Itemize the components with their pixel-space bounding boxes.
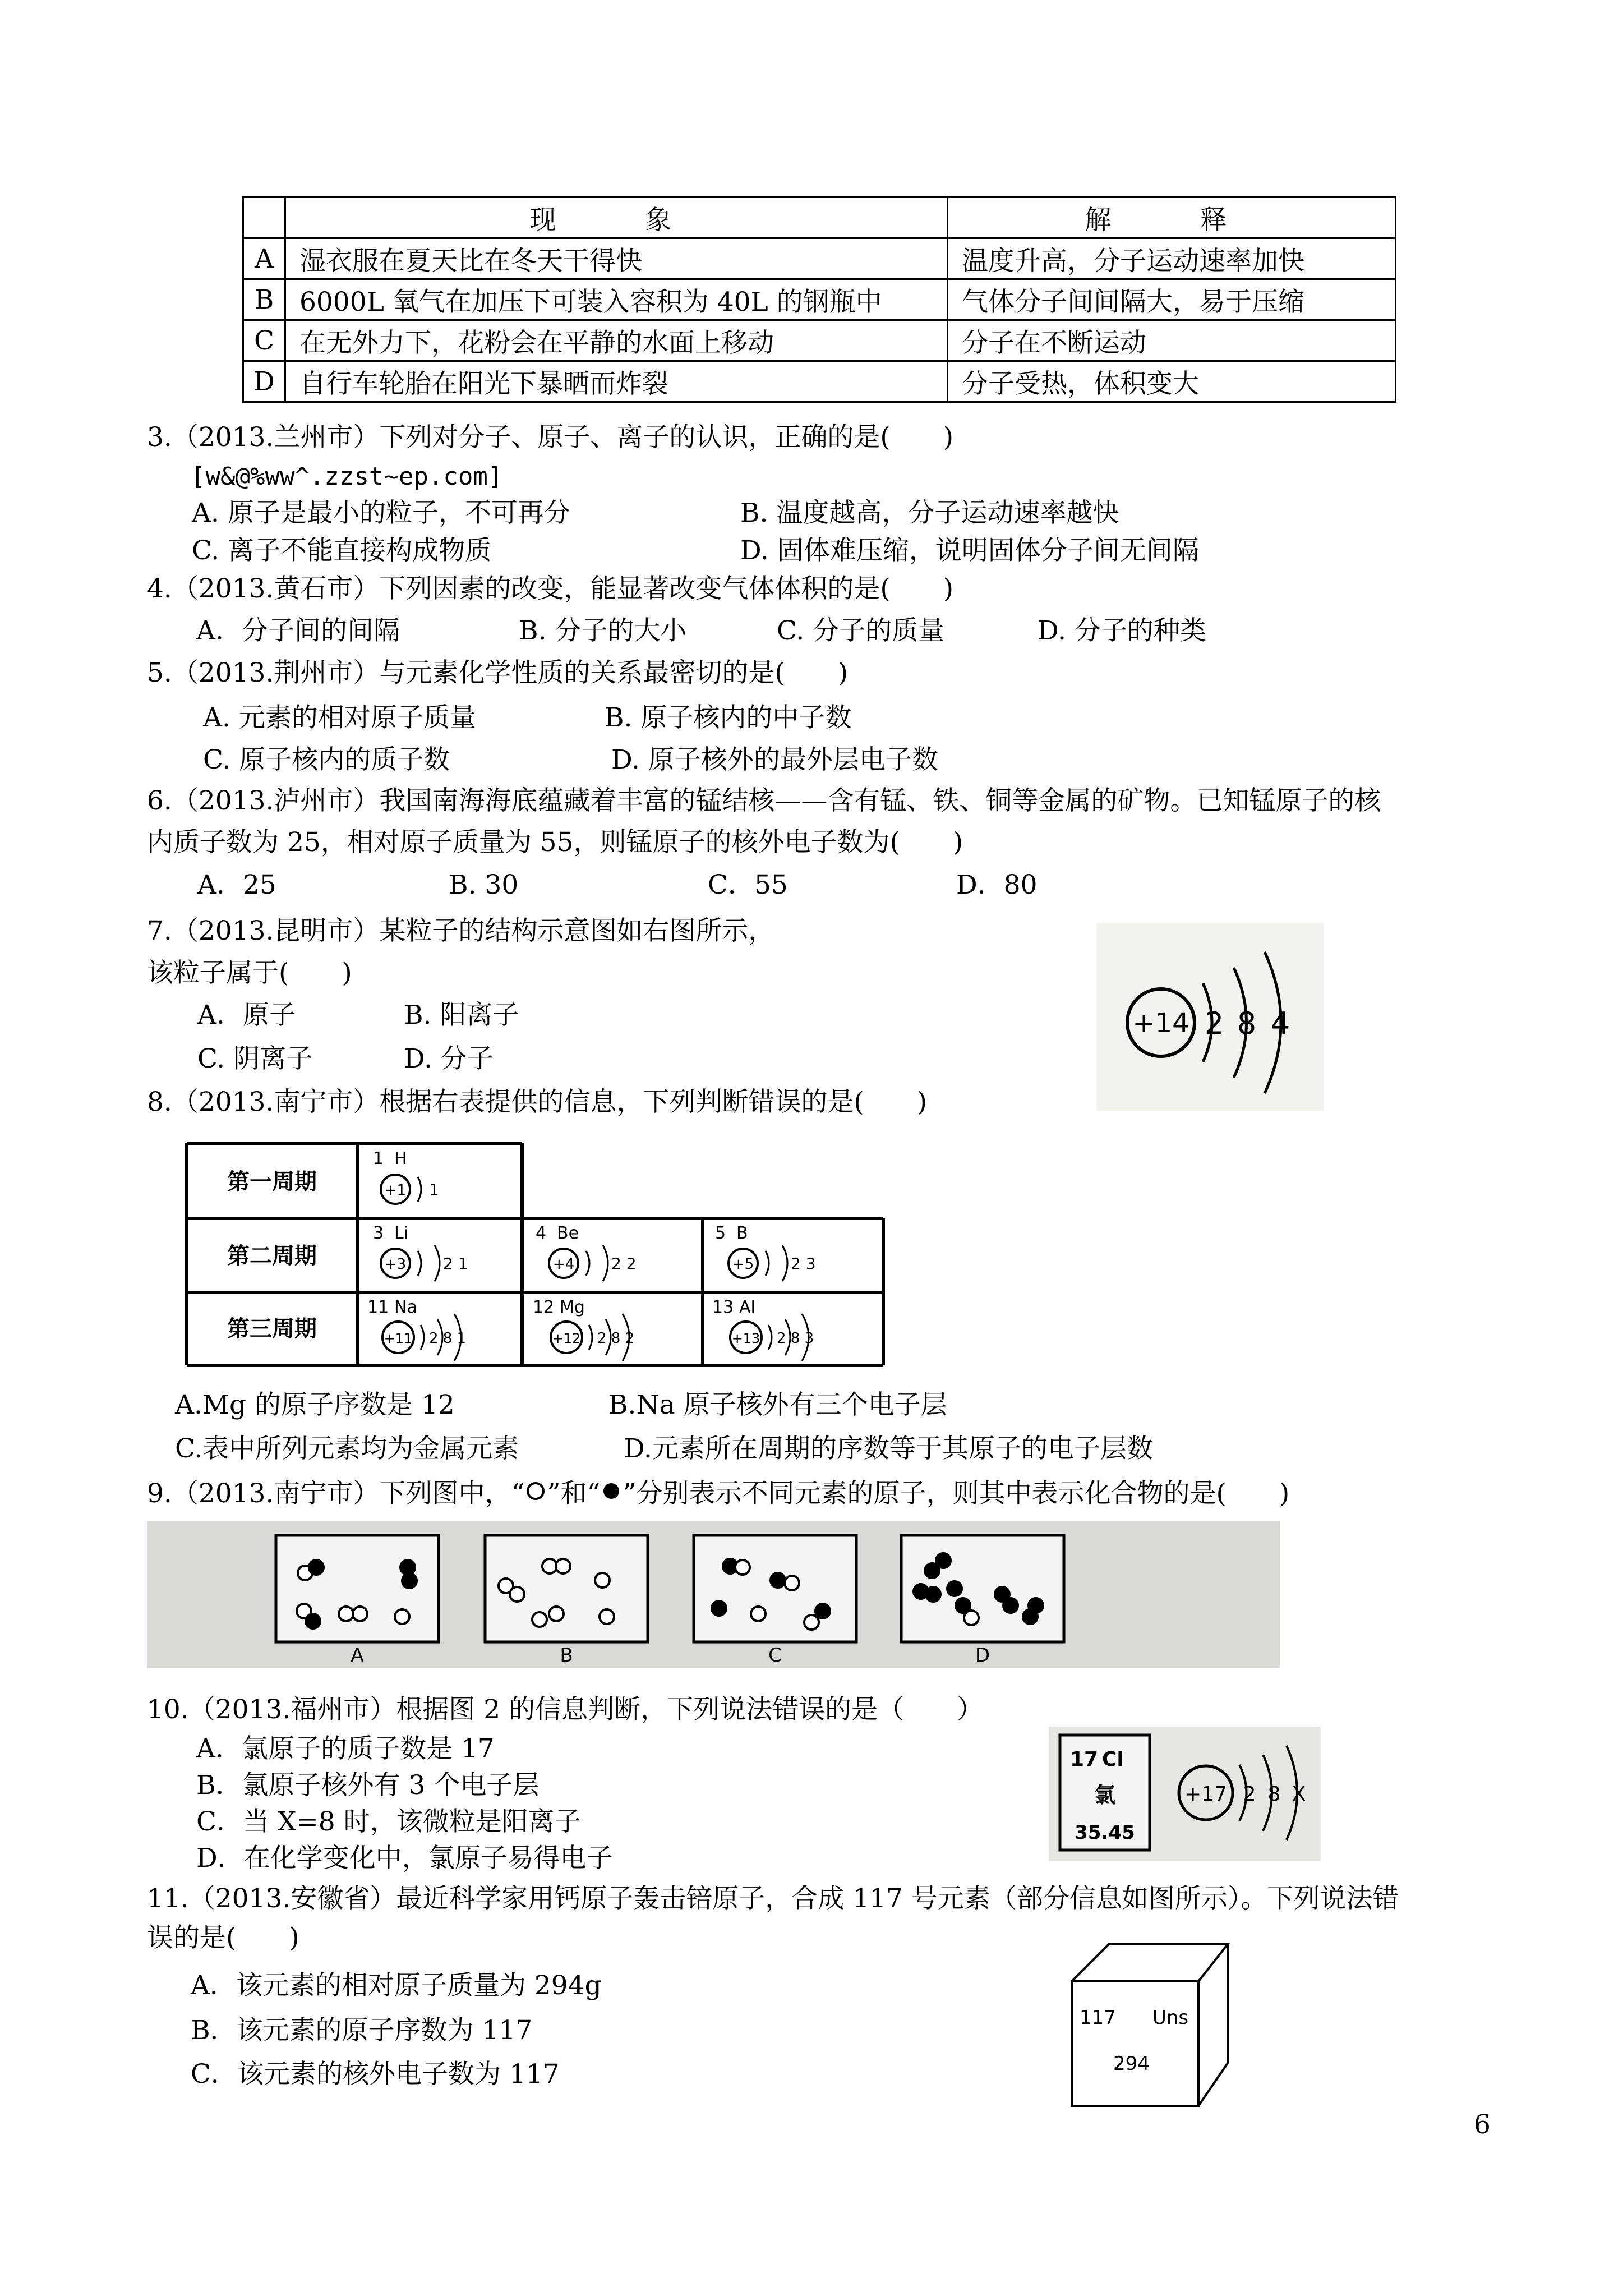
q3-option-c: C. 离子不能直接构成物质 [192, 535, 492, 566]
q10-option-b: B．氯原子核外有 3 个电子层 [196, 1770, 540, 1801]
cube-atomic-mass: 294 [1113, 2053, 1150, 2075]
row-phenomenon: 在无外力下，花粉会在平静的水面上移动 [285, 320, 948, 361]
q8-option-d: D.元素所在周期的序数等于其原子的电子层数 [624, 1433, 1153, 1464]
q7-shell-2: 8 [1237, 1006, 1257, 1041]
q10-option-c: C．当 X=8 时，该微粒是阳离子 [196, 1806, 581, 1837]
q9-stem-part3: ”分别表示不同元素的原子，则其中表示化合物的是( ) [623, 1478, 1290, 1509]
box-a-label: A [351, 1644, 364, 1667]
q4-option-b: B. 分子的大小 [519, 615, 687, 646]
page-number: 6 [1474, 2109, 1491, 2140]
cl-shell-1: 2 [1243, 1783, 1256, 1806]
q7-shell-1: 2 [1204, 1006, 1224, 1041]
element-cell-be [536, 1223, 637, 1281]
table-header-explanation: 解 释 [948, 197, 1396, 238]
element-symbol: Mg [560, 1297, 585, 1317]
q7-option-c: C. 阴离子 [197, 1043, 313, 1074]
element-shells: 2 8 1 [429, 1330, 467, 1347]
table-header-row [243, 197, 1396, 238]
q7-stem-line1: 7.（2013.昆明市）某粒子的结构示意图如右图所示， [147, 915, 775, 946]
q6-option-b: B. 30 [449, 869, 519, 900]
element-shells: 2 3 [791, 1254, 816, 1273]
q3-stem: 3.（2013.兰州市）下列对分子、原子、离子的认识，正确的是( ) [147, 422, 954, 453]
q7-option-d: D. 分子 [404, 1043, 494, 1074]
element-cell-al [712, 1297, 814, 1361]
cl-name: 氯 [1094, 1783, 1116, 1807]
q10-option-a: A．氯原子的质子数是 17 [196, 1733, 495, 1764]
element-symbol: Na [394, 1297, 417, 1317]
q5-option-d: D. 原子核外的最外层电子数 [611, 744, 938, 775]
q6-option-c: C．55 [708, 869, 788, 900]
element-shells: 1 [429, 1180, 439, 1199]
row-key: A [243, 238, 285, 279]
period-label-1: 第一周期 [227, 1169, 317, 1195]
q3-option-d: D. 固体难压缩，说明固体分子间无间隔 [740, 535, 1199, 566]
q9-stem-part2: ”和“ [547, 1478, 601, 1509]
cl-symbol: Cl [1102, 1748, 1124, 1771]
q3-watermark: [w&@%ww^.zzst~ep.com] [191, 462, 503, 491]
element-number: 13 [712, 1297, 734, 1317]
q4-option-c: C. 分子的质量 [777, 615, 945, 646]
q6-stem-line1: 6.（2013.泸州市）我国南海海底蕴藏着丰富的锰结核——含有锰、铁、铜等金属的矿物。已知锰原子的核 [147, 785, 1381, 816]
element-number: 4 [536, 1223, 547, 1243]
table-row [243, 320, 1396, 361]
element-symbol: B [736, 1223, 748, 1243]
row-key: D [243, 361, 285, 402]
element-number: 3 [373, 1223, 384, 1243]
q10-chlorine-figure [1049, 1727, 1321, 1861]
box-c-label: C [768, 1644, 782, 1667]
element-symbol: Li [394, 1223, 409, 1243]
q11-stem-line1: 11.（2013.安徽省）最近科学家用钙原子轰击锫原子，合成 117 号元素（部分信息如图所示）。下列说法错 [147, 1883, 1399, 1914]
q4-stem: 4.（2013.黄石市）下列因素的改变，能显著改变气体体积的是( ) [147, 573, 954, 604]
element-nucleus: +13 [731, 1331, 760, 1346]
element-nucleus: +11 [384, 1331, 413, 1346]
table-header-phenomenon: 现 象 [285, 197, 948, 238]
table-row [243, 361, 1396, 402]
table-row [243, 279, 1396, 320]
element-cell-mg [533, 1297, 634, 1361]
phenomenon-table [242, 196, 1396, 403]
q11-option-a: A．该元素的相对原子质量为 294g [191, 1970, 602, 2001]
q11-option-b: B．该元素的原子序数为 117 [191, 2015, 533, 2046]
q5-option-c: C. 原子核内的质子数 [203, 744, 450, 775]
element-shells: 2 8 3 [777, 1330, 814, 1347]
cl-atomic-number: 17 [1070, 1748, 1099, 1771]
element-nucleus: +12 [552, 1331, 581, 1346]
element-symbol: Al [739, 1297, 755, 1317]
q6-option-d: D．80 [956, 869, 1038, 900]
cl-shell-3: X [1292, 1783, 1306, 1806]
q5-option-a: A. 元素的相对原子质量 [203, 702, 476, 733]
q7-option-a: A．原子 [197, 1000, 296, 1030]
period-label-2: 第二周期 [227, 1243, 317, 1269]
q7-shell-3: 4 [1270, 1006, 1290, 1041]
q11-option-c: C．该元素的核外电子数为 117 [191, 2059, 560, 2090]
black-atom-icon [600, 1480, 623, 1502]
q6-option-a: A．25 [197, 869, 276, 900]
element-symbol: Be [557, 1223, 579, 1243]
q3-option-a: A. 原子是最小的粒子，不可再分 [192, 498, 570, 528]
q8-option-b: B.Na 原子核外有三个电子层 [608, 1389, 947, 1420]
element-number: 11 [367, 1297, 389, 1317]
q9-stem-part1: 9.（2013.南宁市）下列图中，“ [147, 1478, 525, 1509]
q7-nucleus-label: +14 [1132, 1007, 1189, 1039]
box-d-label: D [975, 1644, 990, 1667]
element-nucleus: +3 [384, 1256, 407, 1273]
row-phenomenon: 自行车轮胎在阳光下暴晒而炸裂 [285, 361, 948, 402]
q11-stem-line2: 误的是( ) [147, 1922, 299, 1953]
row-phenomenon: 湿衣服在夏天比在冬天干得快 [285, 238, 948, 279]
q9-molecule-boxes-figure [147, 1521, 1280, 1668]
cube-symbol: Uns [1152, 2007, 1189, 2029]
element-shells: 2 8 2 [597, 1330, 635, 1347]
q5-option-b: B. 原子核内的中子数 [605, 702, 852, 733]
q8-stem: 8.（2013.南宁市）根据右表提供的信息，下列判断错误的是( ) [147, 1087, 928, 1117]
cl-shell-2: 8 [1267, 1783, 1281, 1806]
row-phenomenon: 6000L 氧气在加压下可装入容积为 40L 的钢瓶中 [285, 279, 948, 320]
q10-option-d: D．在化学变化中，氯原子易得电子 [196, 1843, 613, 1874]
element-cell-b [715, 1223, 816, 1281]
q7-atom-structure-diagram [1096, 923, 1324, 1111]
white-atom-icon [524, 1480, 547, 1502]
row-explanation: 分子在不断运动 [948, 320, 1396, 361]
element-nucleus: +5 [732, 1256, 754, 1273]
q7-option-b: B. 阳离子 [404, 1000, 519, 1030]
cube-atomic-number: 117 [1080, 2007, 1116, 2029]
cl-atomic-mass: 35.45 [1075, 1821, 1135, 1844]
q4-option-d: D. 分子的种类 [1038, 615, 1206, 646]
element-shells: 2 1 [443, 1254, 468, 1273]
table-row [243, 238, 1396, 279]
q9-stem [147, 1474, 1289, 1508]
row-explanation: 气体分子间间隔大，易于压缩 [948, 279, 1396, 320]
row-key: B [243, 279, 285, 320]
q6-stem-line2: 内质子数为 25，相对原子质量为 55，则锰原子的核外电子数为( ) [147, 827, 963, 858]
period-label-3: 第三周期 [227, 1316, 317, 1342]
row-explanation: 温度升高，分子运动速率加快 [948, 238, 1396, 279]
table-header-blank [243, 197, 285, 238]
element-cell-h [373, 1149, 439, 1204]
q7-stem-line2: 该粒子属于( ) [147, 958, 352, 988]
q8-option-c: C.表中所列元素均为金属元素 [175, 1433, 519, 1464]
q3-option-b: B. 温度越高，分子运动速率越快 [740, 498, 1119, 528]
row-explanation: 分子受热，体积变大 [948, 361, 1396, 402]
q8-periodic-table-figure [182, 1139, 889, 1369]
q4-option-a: A．分子间的间隔 [196, 615, 400, 646]
element-symbol: H [394, 1149, 407, 1168]
q5-stem: 5.（2013.荆州市）与元素化学性质的关系最密切的是( ) [147, 657, 849, 688]
q8-option-a: A.Mg 的原子序数是 12 [175, 1389, 455, 1420]
row-key: C [243, 320, 285, 361]
element-number: 1 [373, 1149, 384, 1168]
element-cell-li [373, 1223, 468, 1281]
element-nucleus: +1 [384, 1182, 407, 1199]
box-b-label: B [560, 1644, 573, 1667]
element-cell-na [367, 1297, 466, 1361]
q10-stem: 10.（2013.福州市）根据图 2 的信息判断，下列说法错误的是（ ） [147, 1694, 984, 1725]
element-number: 12 [533, 1297, 555, 1317]
q11-element-cube-figure [1068, 1941, 1231, 2109]
element-shells: 2 2 [611, 1254, 637, 1273]
element-number: 5 [715, 1223, 726, 1243]
cl-nucleus-label: +17 [1184, 1783, 1227, 1806]
element-nucleus: +4 [552, 1256, 575, 1273]
